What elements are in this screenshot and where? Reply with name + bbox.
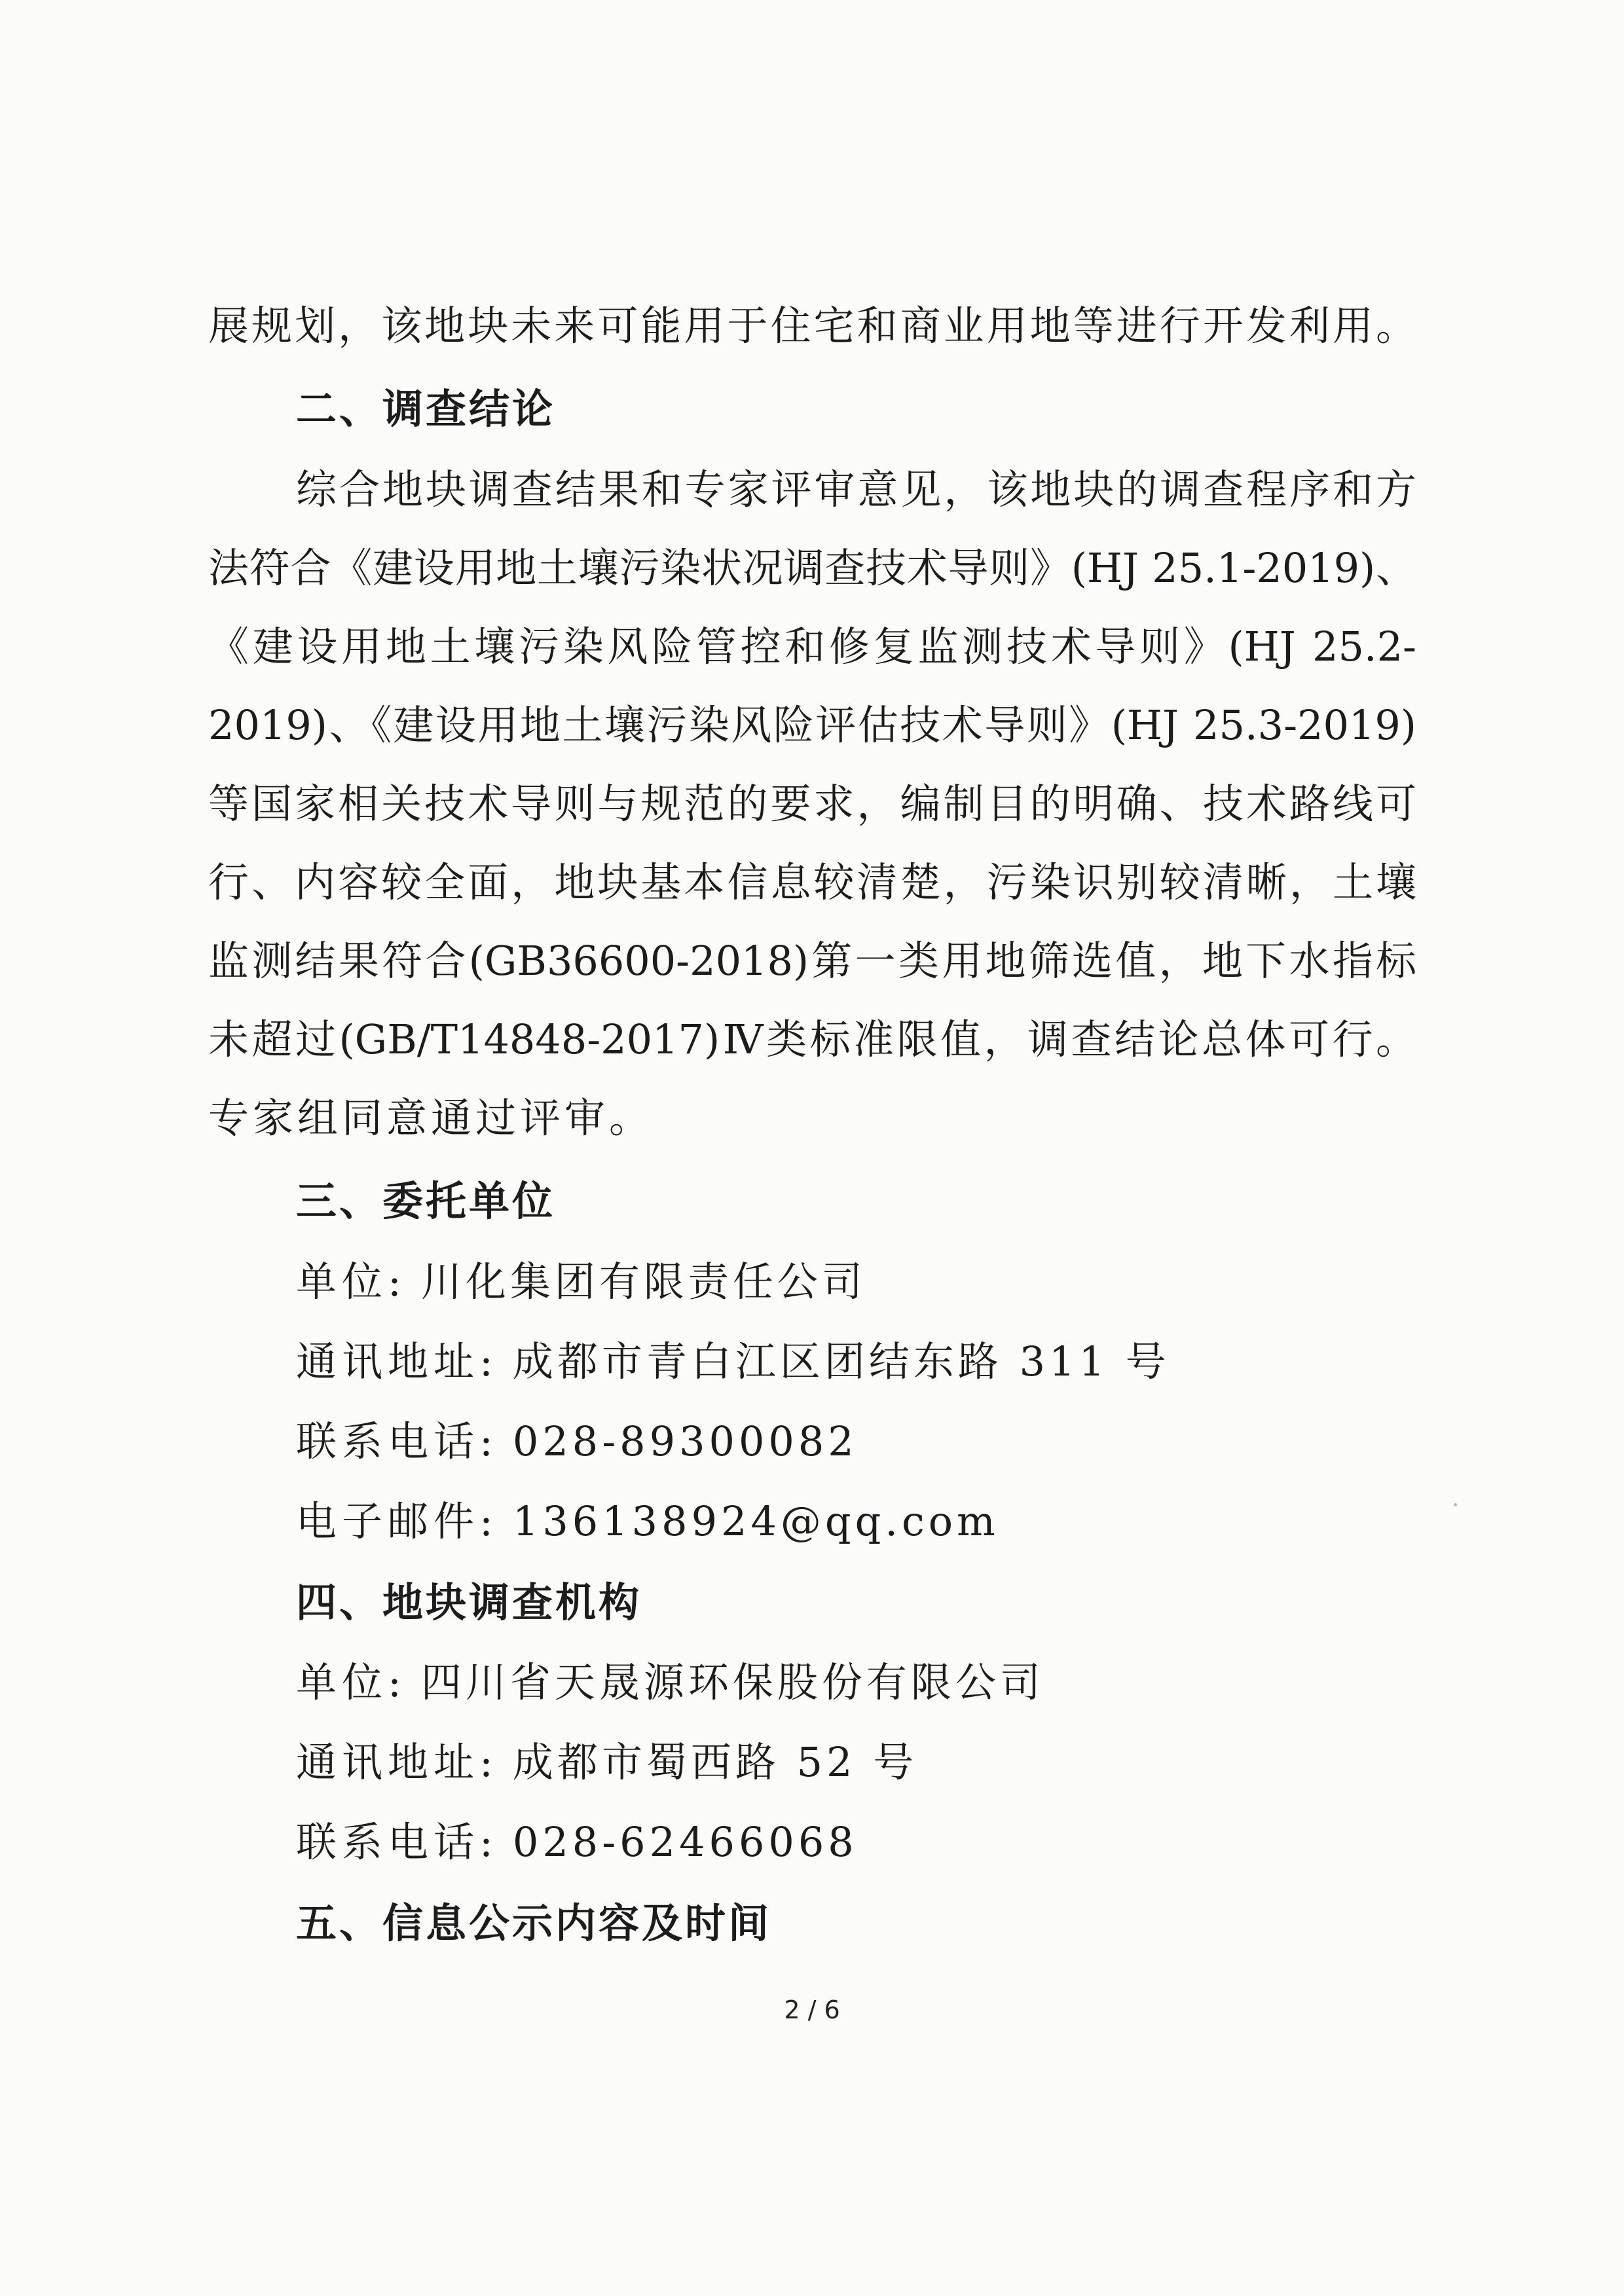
field-value: 川化集团有限责任公司 bbox=[420, 1258, 866, 1305]
paragraph-line: 专家组同意通过评审。 bbox=[208, 1094, 654, 1142]
field-label: 通讯地址: bbox=[296, 1338, 498, 1385]
paragraph-line: 法符合《建设用地土壤污染状况调查技术导则》(HJ 25.1-2019)、 bbox=[208, 544, 1416, 592]
field-value: 成都市青白江区团结东路 311 号 bbox=[512, 1338, 1170, 1385]
field-label: 电子邮件: bbox=[296, 1497, 498, 1545]
section-heading-conclusion: 二、调查结论 bbox=[296, 385, 556, 433]
field-value: 四川省天晟源环保股份有限公司 bbox=[420, 1658, 1044, 1706]
client-email-field bbox=[296, 1495, 999, 1548]
field-label: 联系电话: bbox=[296, 1417, 498, 1465]
client-phone-field bbox=[296, 1415, 858, 1468]
page-number: 2 / 6 bbox=[784, 1995, 840, 2024]
paragraph-line: 《建设用地土壤污染风险管控和修复监测技术导则》(HJ 25.2- bbox=[208, 623, 1416, 670]
section-heading-client: 三、委托单位 bbox=[296, 1177, 556, 1225]
client-address-field bbox=[296, 1336, 1170, 1388]
scan-speck bbox=[1454, 1503, 1457, 1506]
section-heading-disclosure: 五、信息公示内容及时间 bbox=[296, 1899, 772, 1947]
field-label: 单位: bbox=[296, 1258, 407, 1305]
field-value: 028-62466068 bbox=[512, 1818, 858, 1866]
section-heading-agency: 四、地块调查机构 bbox=[296, 1578, 642, 1626]
paragraph-line: 综合地块调查结果和专家评审意见，该地块的调查程序和方 bbox=[296, 465, 1416, 513]
agency-address-field bbox=[296, 1736, 917, 1789]
field-label: 通讯地址: bbox=[296, 1738, 498, 1786]
paragraph-line: 未超过(GB/T14848-2017)Ⅳ类标准限值，调查结论总体可行。 bbox=[208, 1015, 1416, 1063]
field-value: 成都市蜀西路 52 号 bbox=[512, 1738, 918, 1786]
paragraph-line: 行、内容较全面，地块基本信息较清楚，污染识别较清晰，土壤 bbox=[208, 858, 1416, 906]
field-label: 联系电话: bbox=[296, 1818, 498, 1866]
paragraph-line: 等国家相关技术导则与规范的要求，编制目的明确、技术路线可 bbox=[208, 780, 1416, 828]
field-value: 028-89300082 bbox=[512, 1417, 858, 1465]
client-unit-field bbox=[296, 1256, 866, 1308]
agency-phone-field bbox=[296, 1816, 858, 1868]
field-label: 单位: bbox=[296, 1658, 407, 1706]
paragraph-line: 2019)、《建设用地土壤污染风险评估技术导则》(HJ 25.3-2019) bbox=[208, 701, 1416, 749]
paragraph-line: 监测结果符合(GB36600-2018)第一类用地筛选值，地下水指标 bbox=[208, 937, 1416, 985]
field-value: 136138924@qq.com bbox=[512, 1497, 999, 1545]
agency-unit-field bbox=[296, 1656, 1044, 1709]
paragraph-line: 展规划，该地块未来可能用于住宅和商业用地等进行开发利用。 bbox=[208, 302, 1416, 350]
